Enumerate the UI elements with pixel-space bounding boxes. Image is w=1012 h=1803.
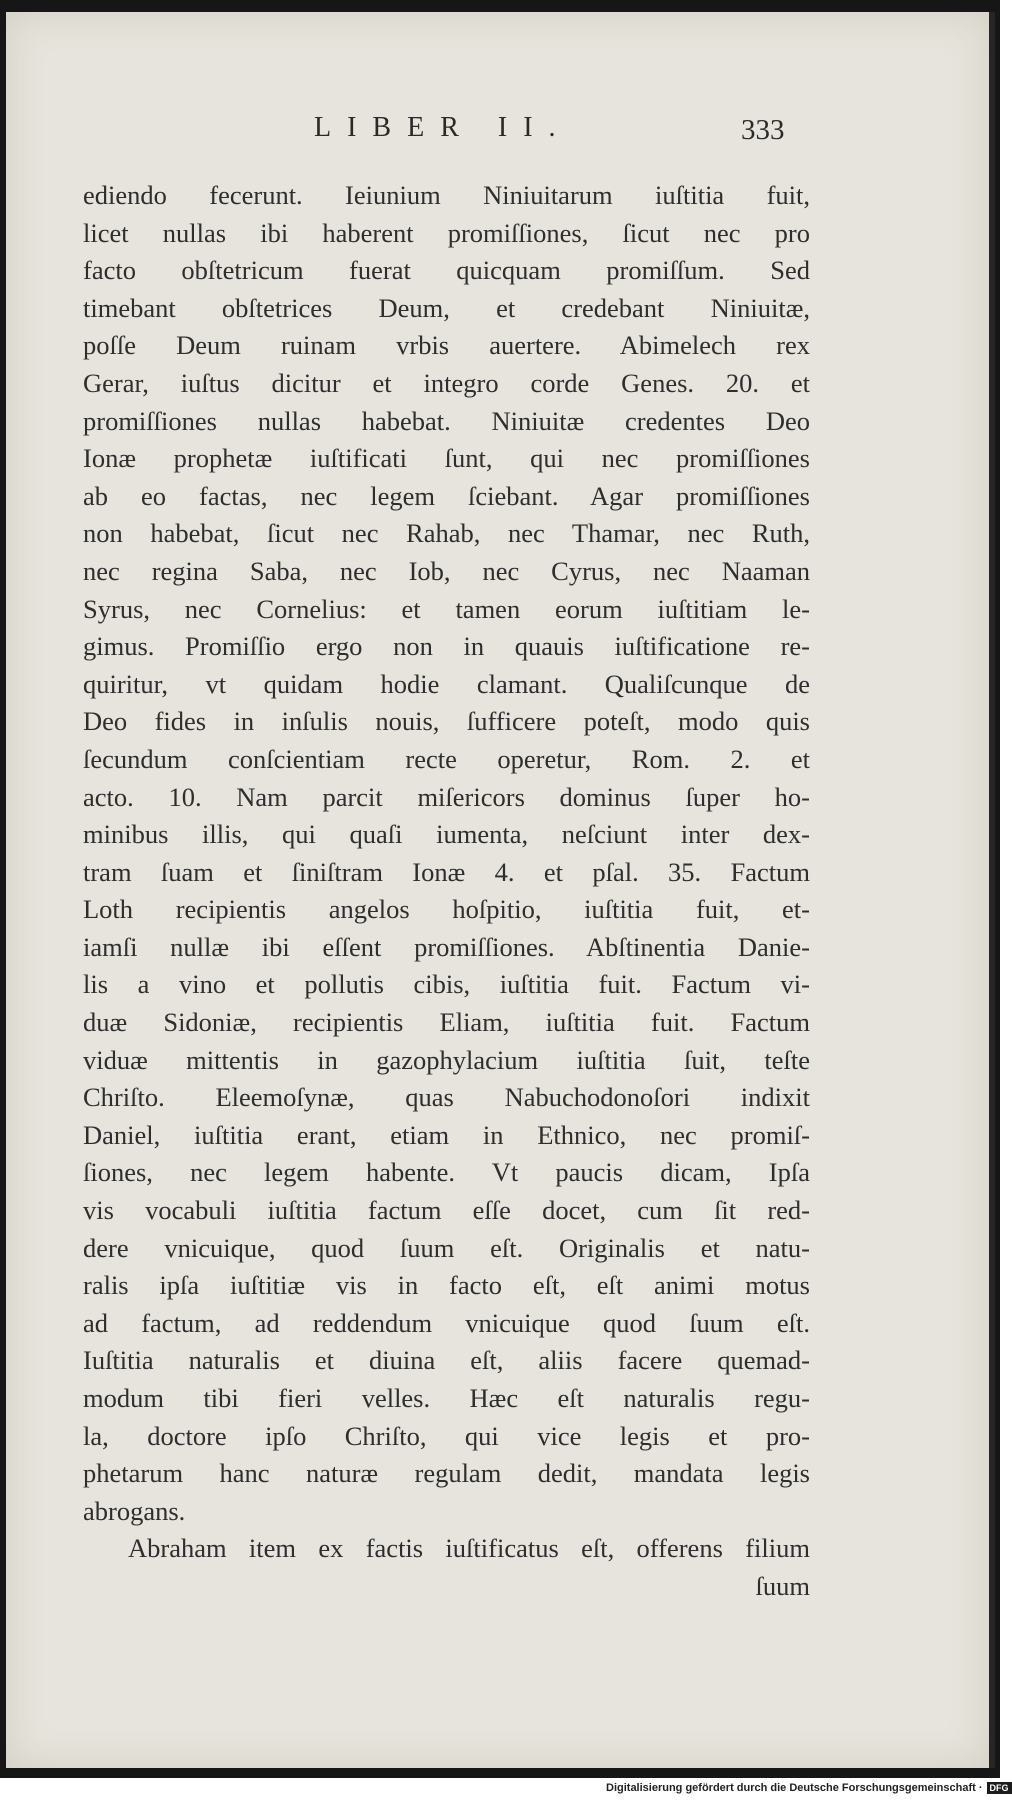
text-line: nec regina Saba, nec Iob, nec Cyrus, nec Naaman [83,555,810,586]
text-line: la, doctore ipſo Chriſto, qui vice legis et pro- [83,1420,810,1451]
text-line: Iuſtitia naturalis et diuina eſt, aliis facere quemad- [83,1345,810,1376]
text-line: licet nullas ibi haberent promiſſiones, ſicut nec pro [83,217,810,248]
page-header [6,112,989,152]
text-line: abrogans. [83,1495,186,1526]
text-line: Loth recipientis angelos hoſpitio, iuſtitia fuit, et- [83,894,810,925]
credit-text: Digitalisierung gefördert durch die Deutsche Forschungsgemeinschaft · [606,1782,983,1794]
text-line: acto. 10. Nam parcit miſericors dominus ſuper ho- [83,781,810,812]
dfg-logo: DFG [987,1782,1012,1794]
text-line: ſiones, nec legem habente. Vt paucis dicam, Ipſa [83,1157,810,1188]
text-line: Gerar, iuſtus dicitur et integro corde Genes. 20. et [83,367,810,398]
text-line: timebant obſtetrices Deum, et credebant Niniuitæ, [83,292,810,323]
body-text [83,177,810,1606]
text-line: Ionæ prophetæ iuſtificati ſunt, qui nec promiſſiones [83,443,810,474]
text-line: phetarum hanc naturæ regulam dedit, mandata legis [83,1458,810,1489]
text-line: ediendo fecerunt. Ieiunium Niniuitarum iuſtitia fuit, [83,180,810,210]
text-line: Daniel, iuſtitia erant, etiam in Ethnico, nec promiſ- [83,1119,810,1150]
text-line: non habebat, ſicut nec Rahab, nec Thamar, nec Ruth, [83,518,810,549]
text-line: poſſe Deum ruinam vrbis auertere. Abimelech rex [83,330,810,361]
text-line: Chriſto. Eleemoſynæ, quas Nabuchodonoſori indixit [83,1082,810,1113]
text-line: ſecundum conſcientiam recte operetur, Rom. 2. et [83,743,810,774]
text-line: iamſi nullæ ibi eſſent promiſſiones. Abſtinentia Danie- [83,931,810,962]
text-line: viduæ mittentis in gazophylacium iuſtitia ſuit, teſte [83,1044,810,1075]
text-line: tram ſuam et ſiniſtram Ionæ 4. et pſal. 35. Factum [83,856,810,887]
text-line: ab eo factas, nec legem ſciebant. Agar promiſſiones [83,480,810,511]
text-line: ad factum, ad reddendum vnicuique quod ſuum eſt. [83,1307,810,1338]
text-line: vis vocabuli iuſtitia factum eſſe docet, cum ſit red- [83,1195,810,1226]
text-line: ralis ipſa iuſtitiæ vis in facto eſt, eſt animi motus [83,1270,810,1301]
running-head: LIBER II. [314,112,572,143]
book-page [6,12,995,1768]
digitization-credit [606,1782,1012,1794]
paragraph-2-line: Abraham item ex factis iuſtificatus eſt, offerens filium [128,1533,810,1564]
page-number: 333 [741,114,785,146]
text-line: quiritur, vt quidam hodie clamant. Qualiſcunque de [83,668,810,699]
text-line: minibus illis, qui quaſi iumenta, neſciunt inter dex- [83,819,810,850]
text-line: promiſſiones nullas habebat. Niniuitæ credentes Deo [83,405,810,436]
text-line: dere vnicuique, quod ſuum eſt. Originalis et natu- [83,1232,810,1263]
text-line: Syrus, nec Cornelius: et tamen eorum iuſtitiam le- [83,593,810,624]
text-line: lis a vino et pollutis cibis, iuſtitia fuit. Factum vi- [83,969,810,1000]
text-line: duæ Sidoniæ, recipientis Eliam, iuſtitia fuit. Factum [83,1007,810,1038]
text-line: facto obſtetricum fuerat quicquam promiſſum. Sed [83,255,810,286]
text-line: gimus. Promiſſio ergo non in quauis iuſtificatione re- [83,631,810,662]
text-line: modum tibi fieri velles. Hæc eſt naturalis regu- [83,1383,810,1413]
catchword: ſuum [755,1570,810,1601]
text-line: Deo fides in inſulis nouis, ſufficere poteſt, modo quis [83,706,810,737]
